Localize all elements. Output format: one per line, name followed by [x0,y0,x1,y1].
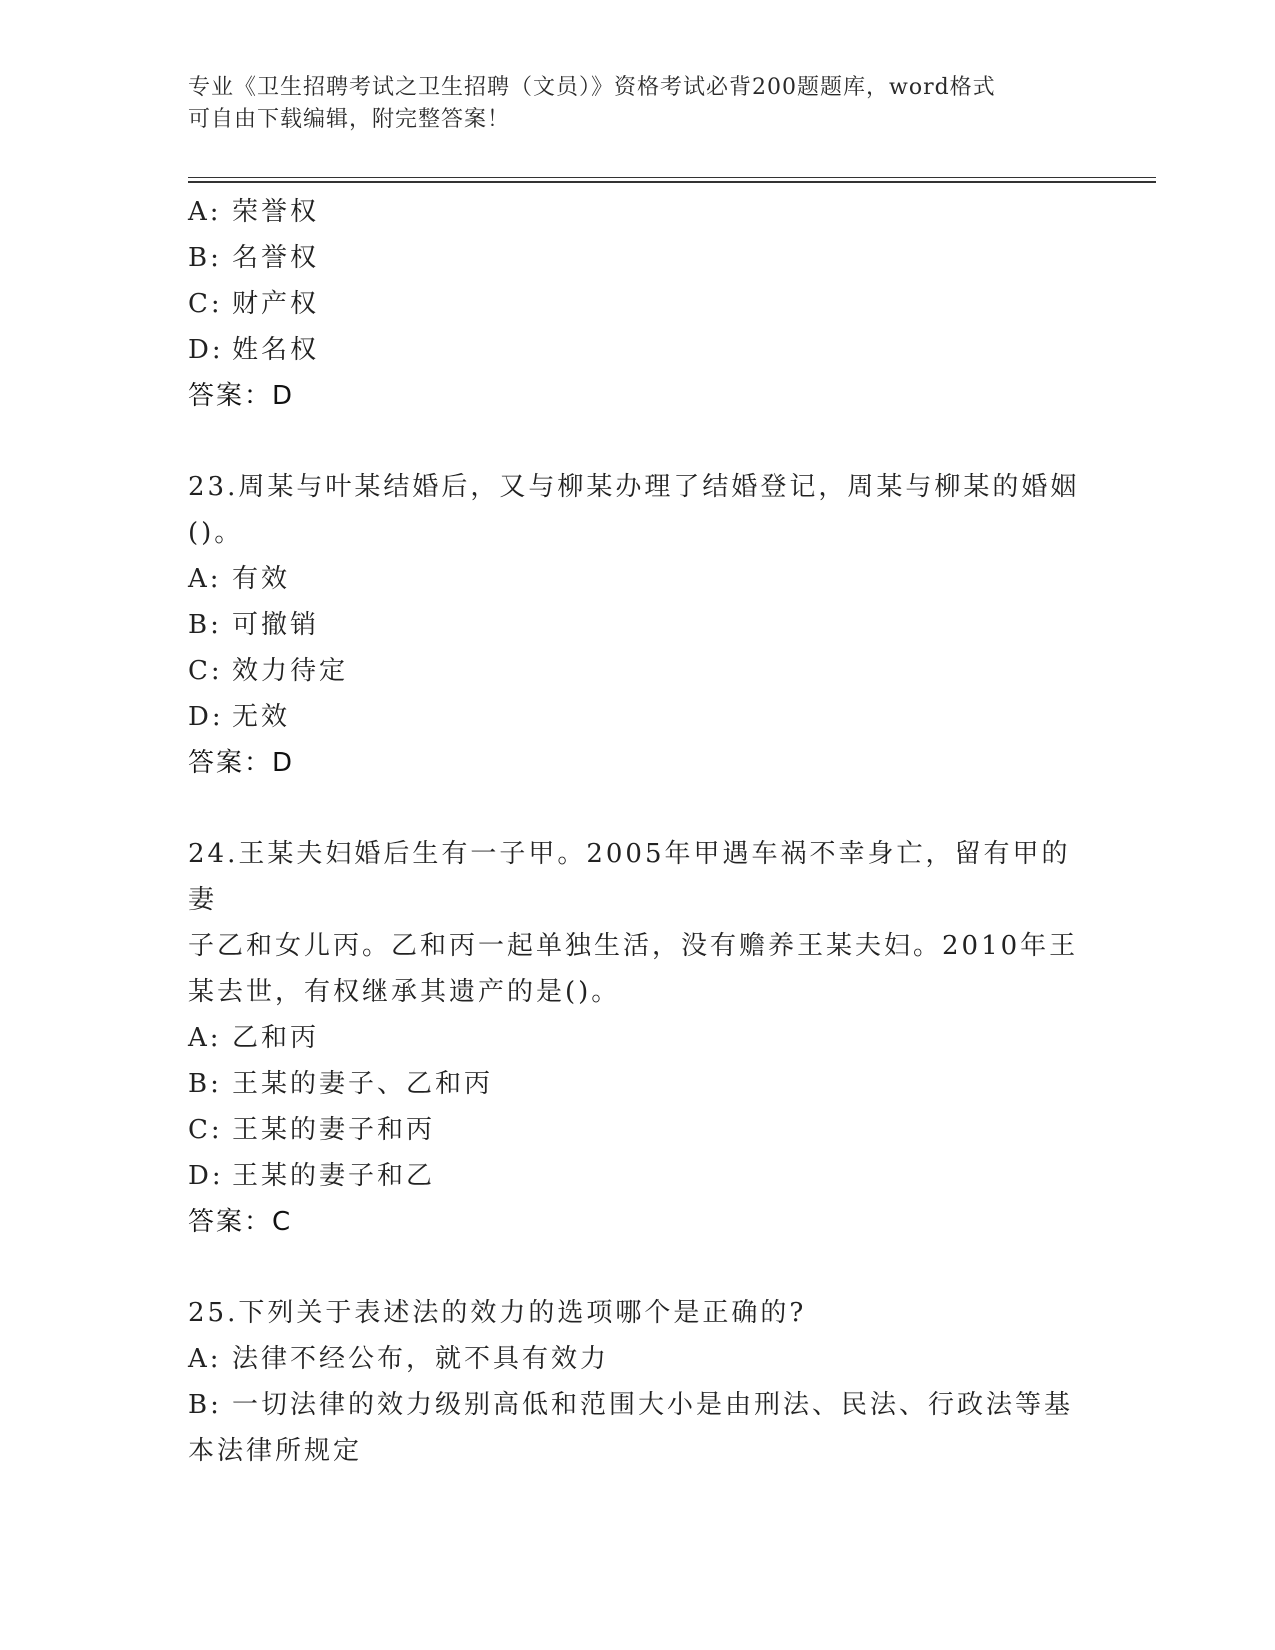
option-key: D: [188,702,224,732]
spacer [188,1245,1088,1290]
option-c [188,648,1088,694]
option-key: D: [188,1161,224,1191]
option-key: A: [188,1023,222,1053]
question-content [188,189,1088,1474]
option-c [188,1107,1088,1153]
option-key: B: [188,243,222,273]
option-b [188,1382,1088,1428]
question-stem: 23.周某与叶某结婚后，又与柳某办理了结婚登记，周某与柳某的婚姻 [188,472,1080,502]
option-text: 一切法律的效力级别高低和范围大小是由刑法、民法、行政法等基 [232,1390,1074,1420]
question-stem: 25.下列关于表述法的效力的选项哪个是正确的? [188,1298,807,1328]
option-key: A: [188,197,222,227]
option-b [188,1061,1088,1107]
header-title-line2: 可自由下载编辑，附完整答案！ [188,107,511,132]
option-a [188,556,1088,602]
option-c [188,281,1088,327]
answer-line: 答案：D [188,748,295,778]
option-d [188,694,1088,740]
header-divider-thick [188,181,1156,183]
question-25 [188,1290,1088,1474]
document-header [188,72,1088,136]
answer-line: 答案：D [188,381,295,411]
option-text: 法律不经公布，就不具有效力 [232,1344,610,1374]
option-a [188,1015,1088,1061]
question-22 [188,189,1088,419]
question-24 [188,831,1088,1245]
spacer [188,419,1088,464]
option-a [188,189,1088,235]
option-text: 乙和丙 [232,1023,320,1053]
option-key: D: [188,335,224,365]
option-key: C: [188,1115,223,1145]
question-stem-cont: ()。 [188,518,244,548]
question-23 [188,464,1088,786]
option-text: 王某的妻子和乙 [232,1161,436,1191]
option-text: 效力待定 [232,656,349,686]
option-a [188,1336,1088,1382]
answer-line: 答案：C [188,1207,293,1237]
option-d [188,327,1088,373]
question-stem-cont: 某去世，有权继承其遗产的是()。 [188,977,621,1007]
option-text: 无效 [232,702,291,732]
option-text: 可撤销 [232,610,320,640]
question-stem-cont: 子乙和女儿丙。乙和丙一起单独生活，没有赡养王某夫妇。2010年王 [188,931,1079,961]
option-key: A: [188,564,222,594]
option-b [188,602,1088,648]
option-text: 姓名权 [232,335,320,365]
option-text: 财产权 [232,289,320,319]
header-title-line1: 专业《卫生招聘考试之卫生招聘（文员）》资格考试必背200题题库，word格式 [188,75,996,100]
option-text: 王某的妻子和丙 [232,1115,436,1145]
option-key: A: [188,1344,222,1374]
question-stem: 24.王某夫妇婚后生有一子甲。2005年甲遇车祸不幸身亡，留有甲的妻 [188,839,1071,915]
option-b [188,235,1088,281]
option-key: B: [188,610,222,640]
option-text: 名誉权 [232,243,320,273]
option-d [188,1153,1088,1199]
option-key: B: [188,1390,222,1420]
option-text: 荣誉权 [232,197,320,227]
option-key: C: [188,289,223,319]
spacer [188,786,1088,831]
header-divider [188,177,1156,178]
option-key: B: [188,1069,222,1099]
option-text: 王某的妻子、乙和丙 [232,1069,494,1099]
option-text: 有效 [232,564,291,594]
option-b-continuation: 本法律所规定 [188,1436,363,1466]
option-key: C: [188,656,223,686]
